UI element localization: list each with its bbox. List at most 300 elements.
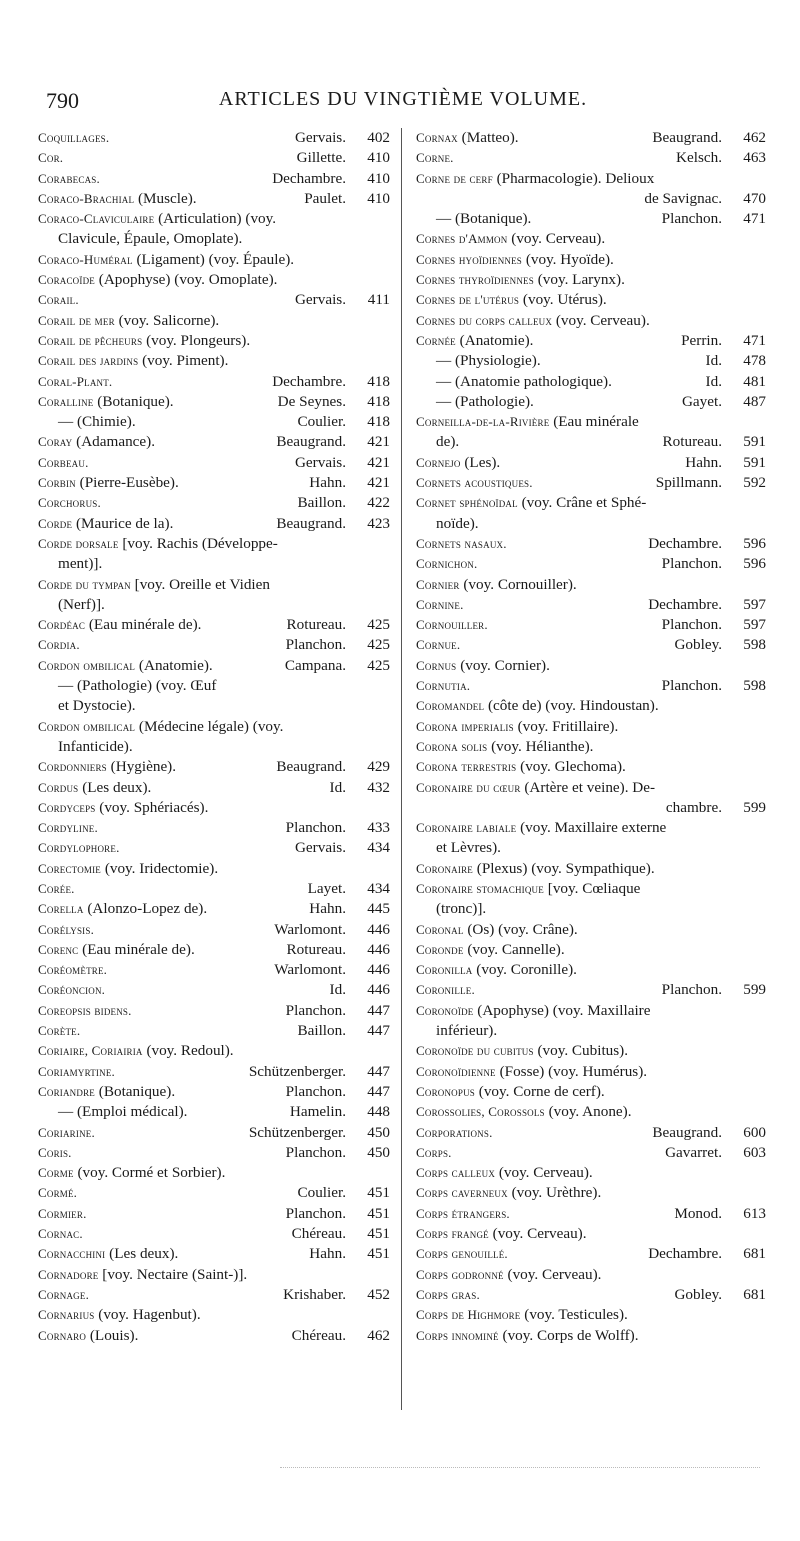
index-entry [416, 169, 766, 189]
entry-term: Corail de mer [38, 312, 115, 328]
index-entry [38, 960, 390, 980]
entry-term: Corectomie [38, 860, 102, 876]
entry-author: Kelsch. [676, 149, 722, 167]
entry-author: Gobley. [674, 636, 722, 654]
entry-author: Baillon. [297, 1022, 346, 1040]
entry-author: Spillmann. [655, 474, 722, 492]
entry-page: 446 [367, 961, 390, 979]
index-entry [416, 980, 766, 1000]
index-entry [416, 331, 766, 351]
entry-text: (voy. Cerveau). [495, 1164, 593, 1182]
entry-term: Cordéac [38, 617, 86, 633]
index-entry [416, 838, 766, 858]
entry-author: Hahn. [309, 900, 346, 918]
entry-term: Corée. [38, 880, 75, 896]
index-entry [416, 656, 766, 676]
index-entry [38, 229, 390, 249]
entry-page: 471 [743, 210, 766, 228]
index-entry [38, 1001, 390, 1021]
index-entry [38, 696, 390, 716]
index-entry [416, 859, 766, 879]
entry-page: 451 [367, 1225, 390, 1243]
index-entry [38, 392, 390, 412]
index-entry [416, 290, 766, 310]
index-entry [38, 554, 390, 574]
entry-page: 421 [367, 453, 390, 471]
entry-term: Corps de Highmore [416, 1307, 521, 1323]
index-entry [38, 980, 390, 1000]
entry-page: 471 [743, 331, 766, 349]
entry-page: 410 [367, 169, 390, 187]
entry-text: (Muscle). [134, 189, 197, 207]
entry-term: Corail de pêcheurs [38, 332, 143, 348]
entry-author: Schützenberger. [248, 1123, 346, 1141]
entry-author: Layet. [307, 879, 346, 897]
entry-text: (voy. Hyoïde). [522, 250, 614, 268]
entry-term: Cornax [416, 130, 458, 145]
entry-page: 451 [367, 1204, 390, 1222]
index-entry [416, 1183, 766, 1203]
index-entry [38, 514, 390, 534]
entry-term: Coromandel [416, 698, 485, 714]
entry-page: 591 [743, 433, 766, 451]
entry-text: (Ligament) (voy. Épaule). [132, 250, 295, 268]
page-title: ARTICLES DU VINGTIÈME VOLUME. [218, 88, 588, 110]
entry-term: Coréomètre. [38, 962, 108, 978]
entry-text: (voy. Coronille). [472, 961, 577, 979]
index-entry [38, 209, 390, 229]
entry-page: 423 [367, 514, 390, 532]
entry-text: (Adamance). [72, 433, 156, 451]
entry-term: Cor. [38, 150, 64, 166]
entry-term: Corabecas. [38, 170, 100, 186]
index-entry [38, 595, 390, 615]
entry-page: 599 [743, 798, 766, 816]
entry-term: Cornes du corps calleux [416, 312, 553, 328]
entry-text: (voy. Salicorne). [114, 311, 220, 329]
entry-term: Cornutia. [416, 678, 471, 694]
entry-page: 421 [367, 474, 390, 492]
entry-page: 448 [367, 1103, 390, 1121]
entry-term: Cornets nasaux. [416, 535, 507, 551]
entry-page: 432 [367, 778, 390, 796]
index-entry [416, 229, 766, 249]
index-entry [38, 676, 390, 696]
entry-text: (Fosse) (voy. Humérus). [495, 1062, 648, 1080]
entry-page: 446 [367, 940, 390, 958]
entry-page: 591 [743, 453, 766, 471]
index-entry [416, 351, 766, 371]
entry-term: Coquillages. [38, 130, 110, 145]
entry-term: Coreopsis bidens. [38, 1002, 132, 1018]
entry-page: 418 [367, 413, 390, 431]
entry-term: Coray [38, 434, 73, 450]
entry-term: Cordia. [38, 637, 80, 653]
index-entry [416, 270, 766, 290]
entry-page: 613 [743, 1204, 766, 1222]
entry-page: 450 [367, 1143, 390, 1161]
entry-page: 451 [367, 1245, 390, 1263]
entry-author: Dechambre. [648, 1245, 722, 1263]
entry-page: 600 [743, 1123, 766, 1141]
index-entry [38, 615, 390, 635]
entry-text: (Anatomie). [455, 331, 534, 349]
entry-term: Cornac. [38, 1226, 83, 1242]
entry-term: Cordyline. [38, 820, 98, 836]
entry-page: 446 [367, 920, 390, 938]
entry-author: Planchon. [661, 616, 722, 634]
entry-term: Corps calleux [416, 1165, 496, 1181]
entry-author: Rotureau. [662, 433, 722, 451]
index-entry [416, 432, 766, 452]
entry-term: Corps godronné [416, 1266, 504, 1282]
index-entry [38, 412, 390, 432]
entry-text: — (Botanique). [436, 210, 532, 228]
entry-page: 433 [367, 819, 390, 837]
entry-author: Id. [705, 372, 722, 390]
entry-term: Cordonniers [38, 759, 107, 775]
index-entry [416, 1265, 766, 1285]
entry-text: (Apophyse) (voy. Omoplate). [94, 271, 278, 289]
entry-page: 681 [743, 1285, 766, 1303]
index-entry [38, 331, 390, 351]
index-entry [38, 1163, 390, 1183]
entry-term: Cornue. [416, 637, 461, 653]
index-entry [416, 412, 766, 432]
entry-text: (voy. Hélianthe). [487, 737, 594, 755]
index-entry [416, 1305, 766, 1325]
index-entry [38, 351, 390, 371]
entry-author: Perrin. [681, 331, 722, 349]
entry-term: Cordon ombilical [38, 718, 136, 734]
entry-text: (côte de) (voy. Hindoustan). [484, 697, 659, 715]
entry-term: Cornadore [38, 1266, 99, 1282]
index-entry [416, 250, 766, 270]
entry-term: Coraco-Huméral [38, 251, 133, 267]
entry-term: Coronaire du cœur [416, 779, 521, 795]
entry-text: (voy. Sphériacés). [95, 798, 209, 816]
entry-text: — (Physiologie). [436, 352, 541, 370]
entry-author: Gervais. [294, 839, 346, 857]
entry-term: Coraco-Brachial [38, 190, 135, 206]
entry-term: Cornage. [38, 1286, 90, 1302]
entry-text: — (Pathologie). [436, 392, 534, 410]
index-entry [38, 1224, 390, 1244]
entry-author: Coulier. [297, 1184, 346, 1202]
entry-text: (Maurice de la). [72, 514, 174, 532]
entry-term: Cornacchini [38, 1246, 106, 1262]
entry-text: (voy. Cormé et Sorbier). [73, 1164, 226, 1182]
index-entry [416, 899, 766, 919]
page-header [46, 88, 760, 118]
index-entry [416, 189, 766, 209]
entry-term: Cornus [416, 657, 457, 673]
index-entry [416, 615, 766, 635]
index-entry [38, 1305, 390, 1325]
entry-term: Coronilla [416, 962, 473, 978]
entry-page: 418 [367, 372, 390, 390]
entry-page: 451 [367, 1184, 390, 1202]
entry-text: (voy. Corps de Wolff). [498, 1326, 639, 1344]
entry-text: noïde). [436, 514, 479, 532]
index-entry [38, 1285, 390, 1305]
entry-author: Warlomont. [274, 920, 346, 938]
entry-term: Cornée [416, 332, 456, 348]
entry-term: Coriarine. [38, 1124, 95, 1140]
entry-text: (Os) (voy. Crâne). [463, 920, 578, 938]
entry-text: — (Chimie). [58, 413, 136, 431]
column-divider [401, 128, 402, 1410]
index-entry [416, 1326, 766, 1346]
entry-text: (Pharmacologie). Delioux [492, 169, 655, 187]
index-entry [416, 920, 766, 940]
index-entry [416, 311, 766, 331]
entry-author: Id. [329, 981, 346, 999]
entry-page: 596 [743, 555, 766, 573]
index-entry [416, 635, 766, 655]
entry-term: Coriamyrtine. [38, 1063, 115, 1079]
entry-text: (voy. Cerveau). [507, 230, 606, 248]
index-entry [38, 534, 390, 554]
entry-text: (voy. Cerveau). [552, 311, 650, 329]
index-entry [38, 838, 390, 858]
entry-page: 447 [367, 1062, 390, 1080]
entry-page: 599 [743, 981, 766, 999]
index-entry [38, 1265, 390, 1285]
entry-term: Cornarius [38, 1307, 95, 1323]
entry-text: (voy. Larynx). [533, 271, 625, 289]
entry-author: Baillon. [297, 494, 346, 512]
entry-term: Corbeau. [38, 454, 89, 470]
entry-page: 598 [743, 677, 766, 695]
entry-author: Planchon. [285, 636, 346, 654]
entry-text: (voy. Cerveau). [488, 1225, 587, 1243]
entry-page: 603 [743, 1143, 766, 1161]
index-entry [416, 757, 766, 777]
entry-text: (Botanique). [93, 392, 174, 410]
index-entry [416, 392, 766, 412]
entry-term: Coriandre [38, 1083, 95, 1099]
entry-author: chambre. [665, 798, 722, 816]
entry-page: 446 [367, 981, 390, 999]
index-entry [38, 798, 390, 818]
entry-page: 402 [367, 129, 390, 146]
entry-term: Corps. [416, 1144, 452, 1160]
entry-text: (voy. Urèthre). [507, 1184, 602, 1202]
index-entry [38, 1082, 390, 1102]
entry-text: (voy. Piment). [138, 352, 229, 370]
entry-author: Planchon. [661, 555, 722, 573]
entry-term: Cornouiller. [416, 617, 488, 633]
entry-term: Coris. [38, 1144, 72, 1160]
index-entry [38, 818, 390, 838]
entry-term: Cornine. [416, 596, 464, 612]
entry-text: inférieur). [436, 1022, 498, 1040]
index-entry [416, 453, 766, 473]
entry-text: ment)]. [58, 555, 103, 573]
entry-text: (Articulation) (voy. [154, 210, 277, 228]
entry-term: Coronoïdienne [416, 1063, 496, 1079]
index-entry [416, 798, 766, 818]
entry-text: (voy. Testicules). [520, 1306, 628, 1324]
entry-term: Corps caverneux [416, 1185, 508, 1201]
entry-text: (Les). [460, 453, 501, 471]
index-entry [38, 1143, 390, 1163]
entry-page: 447 [367, 1022, 390, 1040]
entry-author: Hahn. [685, 453, 722, 471]
index-entry [38, 1183, 390, 1203]
index-entry [416, 1102, 766, 1122]
entry-text: — (Emploi médical). [58, 1103, 188, 1121]
left-column [38, 128, 390, 1346]
entry-term: Corneilla-de-la-Rivière [416, 414, 550, 430]
entry-term: Corona solis [416, 738, 488, 754]
entry-term: Cordon ombilical [38, 657, 136, 673]
index-entry [416, 1021, 766, 1041]
entry-term: Cordyceps [38, 799, 96, 815]
index-entry [416, 1143, 766, 1163]
entry-term: Coraco-Claviculaire [38, 211, 155, 227]
entry-author: De Seynes. [277, 392, 346, 410]
entry-page: 681 [743, 1245, 766, 1263]
bottom-rule [280, 1467, 760, 1474]
index-entry [416, 1285, 766, 1305]
entry-text: (Les deux). [105, 1245, 179, 1263]
entry-text: et Dystocie). [58, 697, 136, 715]
entry-term: Coronopus [416, 1083, 475, 1099]
entry-author: de Savignac. [644, 189, 722, 207]
entry-term: Corella [38, 901, 84, 917]
entry-text: (Plexus) (voy. Sympathique). [472, 859, 655, 877]
entry-page: 434 [367, 879, 390, 897]
entry-term: Corenc [38, 941, 79, 957]
entry-author: Warlomont. [274, 961, 346, 979]
index-entry [416, 1001, 766, 1021]
entry-text: (voy. Utérus). [519, 291, 607, 309]
index-entry [416, 1163, 766, 1183]
index-entry [38, 493, 390, 513]
entry-page: 425 [367, 636, 390, 654]
entry-term: Corde dorsale [38, 535, 119, 551]
entry-page: 462 [367, 1326, 390, 1344]
entry-author: Gervais. [294, 291, 346, 309]
entry-text: (Eau minérale [549, 413, 639, 431]
entry-author: Gillette. [296, 149, 346, 167]
entry-author: Planchon. [661, 210, 722, 228]
entry-author: Rotureau. [286, 616, 346, 634]
entry-author: Planchon. [285, 1082, 346, 1100]
index-entry [416, 717, 766, 737]
index-entry [38, 169, 390, 189]
entry-term: Cornichon. [416, 556, 478, 572]
entry-page: 470 [743, 189, 766, 207]
index-entry [38, 1244, 390, 1264]
entry-page: 463 [743, 149, 766, 167]
index-entry [416, 473, 766, 493]
entry-author: Planchon. [285, 1204, 346, 1222]
index-entry [38, 270, 390, 290]
entry-text: de). [436, 433, 460, 451]
entry-author: Beaugrand. [652, 1123, 722, 1141]
entry-author: Gobley. [674, 1285, 722, 1303]
entry-term: Corps genouillé. [416, 1246, 508, 1262]
entry-term: Cormé. [38, 1185, 78, 1201]
index-entry [416, 575, 766, 595]
entry-text: (voy. Redoul). [142, 1042, 234, 1060]
index-entry [416, 1244, 766, 1264]
entry-term: Coronoïde du cubitus [416, 1043, 534, 1059]
entry-term: Coronaire stomachique [416, 880, 544, 896]
index-entry [38, 1102, 390, 1122]
entry-text: (tronc)]. [436, 900, 487, 918]
index-entry [416, 676, 766, 696]
entry-term: Corchorus. [38, 495, 101, 511]
entry-page: 445 [367, 900, 390, 918]
entry-text: — (Anatomie pathologique). [436, 372, 612, 390]
entry-page: 452 [367, 1285, 390, 1303]
index-entry [416, 372, 766, 392]
entry-text: (Matteo). [457, 129, 519, 146]
entry-term: Coronaire [416, 860, 473, 876]
entry-text: (voy. Cornier). [456, 656, 550, 674]
entry-term: Corète. [38, 1023, 81, 1039]
index-entry [38, 189, 390, 209]
entry-page: 418 [367, 392, 390, 410]
entry-text: (voy. Plongeurs). [142, 331, 251, 349]
entry-page: 425 [367, 616, 390, 634]
entry-author: Gavarret. [665, 1143, 722, 1161]
entry-term: Cornejo [416, 454, 461, 470]
index-entry [416, 128, 766, 148]
entry-text: (Médecine légale) (voy. [135, 717, 284, 735]
index-entry [38, 453, 390, 473]
index-entry [416, 1123, 766, 1143]
entry-text: et Lèvres). [436, 839, 501, 857]
entry-text: Infanticide). [58, 737, 133, 755]
entry-author: Paulet. [304, 189, 346, 207]
index-entry [416, 1082, 766, 1102]
index-entry [416, 554, 766, 574]
entry-term: Corne. [416, 150, 454, 166]
entry-text: (Eau minérale de). [78, 940, 195, 958]
index-entry [38, 920, 390, 940]
index-entry [38, 290, 390, 310]
entry-term: Cornes d'Ammon [416, 231, 508, 247]
entry-term: Corona terrestris [416, 759, 517, 775]
index-entry [416, 493, 766, 513]
entry-page: 597 [743, 595, 766, 613]
index-entry [38, 859, 390, 879]
entry-term: Cornier [416, 576, 460, 592]
entry-author: Dechambre. [272, 169, 346, 187]
entry-term: Coracoïde [38, 272, 95, 288]
entry-text: Clavicule, Épaule, Omoplate). [58, 230, 243, 248]
entry-term: Cornaro [38, 1327, 87, 1343]
right-column [416, 128, 766, 1346]
entry-term: Corossolies, Corossols [416, 1104, 545, 1120]
index-entry [416, 209, 766, 229]
index-entry [38, 1204, 390, 1224]
entry-page: 434 [367, 839, 390, 857]
entry-author: Schützenberger. [248, 1062, 346, 1080]
entry-text: (voy. Cerveau). [503, 1265, 602, 1283]
entry-text: — (Pathologie) (voy. Œuf [58, 677, 217, 695]
index-entry [38, 432, 390, 452]
entry-author: Hahn. [309, 1245, 346, 1263]
entry-author: Planchon. [661, 981, 722, 999]
entry-author: Campana. [284, 656, 346, 674]
entry-author: Dechambre. [648, 595, 722, 613]
